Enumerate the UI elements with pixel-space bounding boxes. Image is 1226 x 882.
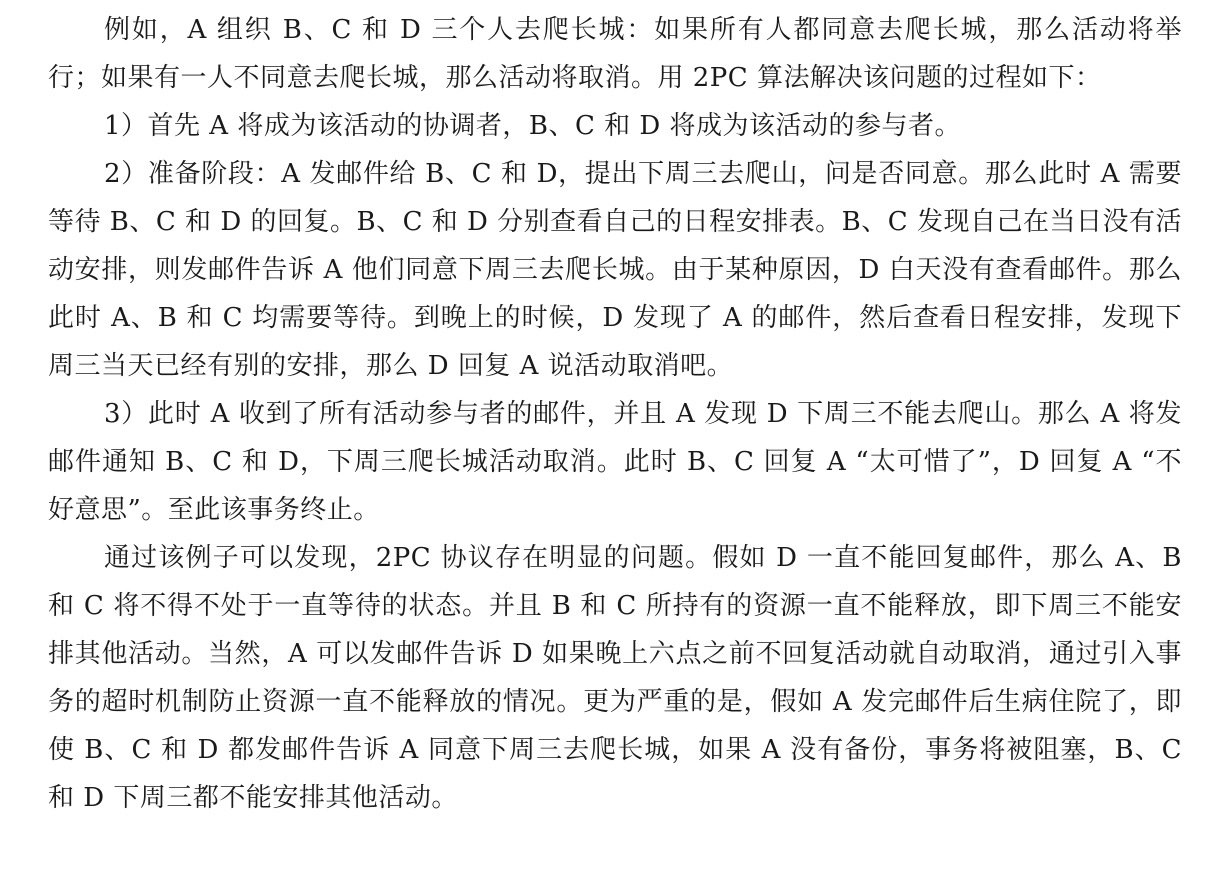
paragraph-step-3: 3）此时 A 收到了所有活动参与者的邮件，并且 A 发现 D 下周三不能去爬山。那么 A 将发邮件通知 B、C 和 D，下周三爬长城活动取消。此时 B、C 回复 A “太可惜了”，D 回复 A “不好意思”。至此该事务终止。 bbox=[48, 399, 1182, 525]
paragraph-problem-analysis: 通过该例子可以发现，2PC 协议存在明显的问题。假如 D 一直不能回复邮件，那么 A、B 和 C 将不得不处于一直等待的状态。并且 B 和 C 所持有的资源一直不能释放，即下周三不能安排其他活动。当然，A 可以发邮件告诉 D 如果晚上六点之前不回复活动就自动取消，通过引入事务的超时机制防止资源一直不能释放的情况。更为严重的是，假如 A 发完邮件后生病住院了，即使 B、C 和 D 都发邮件告诉 A 同意下周三去爬长城，如果 A 没有备份，事务将被阻塞，B、C 和 D 下周三都不能安排其他活动。 bbox=[48, 543, 1182, 813]
paragraph-example-intro: 例如，A 组织 B、C 和 D 三个人去爬长城：如果所有人都同意去爬长城，那么活动将举行；如果有一人不同意去爬长城，那么活动将取消。用 2PC 算法解决该问题的过程如下： bbox=[48, 15, 1182, 93]
paragraph-step-2: 2）准备阶段：A 发邮件给 B、C 和 D，提出下周三去爬山，问是否同意。那么此时 A 需要等待 B、C 和 D 的回复。B、C 和 D 分别查看自己的日程安排表。B、C 发现自己在当日没有活动安排，则发邮件告诉 A 他们同意下周三去爬长城。由于某种原因，D 白天没有查看邮件。那么此时 A、B 和 C 均需要等待。到晚上的时候，D 发现了 A 的邮件，然后查看日程安排，发现下周三当天已经有别的安排，那么 D 回复 A 说活动取消吧。 bbox=[48, 159, 1182, 381]
paragraph-step-1: 1）首先 A 将成为该活动的协调者，B、C 和 D 将成为该活动的参与者。 bbox=[104, 111, 961, 141]
document-page bbox=[48, 6, 1182, 822]
